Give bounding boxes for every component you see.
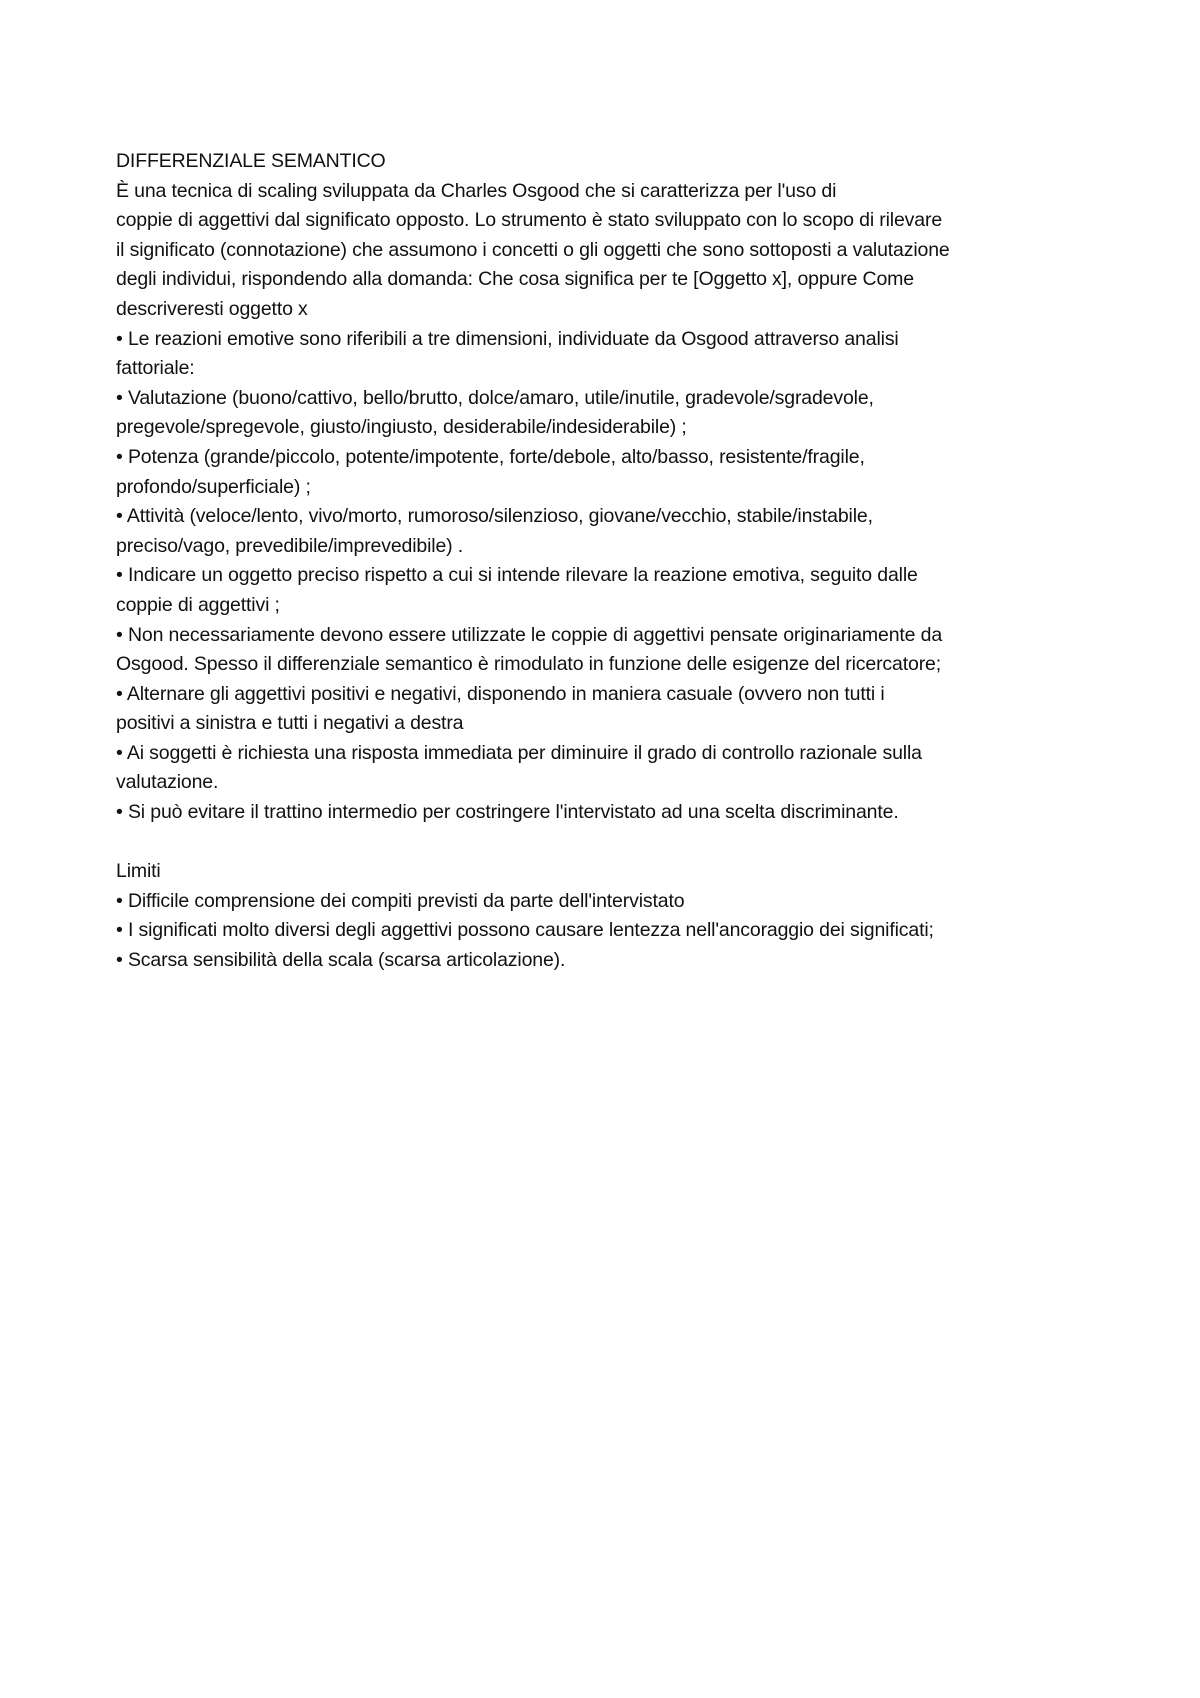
limits-heading: Limiti bbox=[116, 860, 161, 883]
intro-line: È una tecnica di scaling sviluppata da Charles Osgood che si caratterizza per l'uso di bbox=[116, 179, 837, 202]
limits-line: • I significati molto diversi degli aggettivi possono causare lentezza nell'ancoraggio dei significati; bbox=[116, 919, 934, 942]
paragraph-spacer bbox=[116, 828, 1106, 858]
intro-line: coppie di aggettivi dal significato opposto. Lo strumento è stato sviluppato con lo scopo di rilevare bbox=[116, 209, 943, 232]
bullet-line: • Le reazioni emotive sono riferibili a tre dimensioni, individuate da Osgood attraverso analisi bbox=[116, 327, 899, 350]
limits-line: • Difficile comprensione dei compiti previsti da parte dell'intervistato bbox=[116, 889, 685, 912]
bullet-line: valutazione. bbox=[116, 771, 219, 794]
bullet-line: coppie di aggettivi ; bbox=[116, 593, 280, 616]
bullet-line: preciso/vago, prevedibile/imprevedibile) . bbox=[116, 534, 464, 557]
bullet-line: Osgood. Spesso il differenziale semantico è rimodulato in funzione delle esigenze del ricercatore; bbox=[116, 653, 942, 676]
document-title: DIFFERENZIALE SEMANTICO bbox=[116, 150, 386, 172]
bullet-line: • Non necessariamente devono essere utilizzate le coppie di aggettivi pensate originariamente da bbox=[116, 623, 943, 646]
bullet-line: pregevole/spregevole, giusto/ingiusto, desiderabile/indesiderabile) ; bbox=[116, 416, 687, 439]
intro-line: descriveresti oggetto x bbox=[116, 297, 308, 320]
bullet-line: • Ai soggetti è richiesta una risposta immediata per diminuire il grado di controllo razionale sulla bbox=[116, 741, 922, 764]
intro-line: il significato (connotazione) che assumono i concetti o gli oggetti che sono sottoposti a valutazione bbox=[116, 238, 950, 261]
document-body bbox=[116, 147, 1106, 976]
intro-line: degli individui, rispondendo alla domanda: Che cosa significa per te [Oggetto x], oppure Come bbox=[116, 268, 914, 291]
limits-line: • Scarsa sensibilità della scala (scarsa articolazione). bbox=[116, 949, 566, 972]
bullet-line: • Valutazione (buono/cattivo, bello/brutto, dolce/amaro, utile/inutile, gradevole/sgradevole, bbox=[116, 386, 874, 409]
bullet-line: • Alternare gli aggettivi positivi e negativi, disponendo in maniera casuale (ovvero non tutti i bbox=[116, 682, 885, 705]
bullet-line: fattoriale: bbox=[116, 357, 195, 380]
bullet-line: • Indicare un oggetto preciso rispetto a cui si intende rilevare la reazione emotiva, seguito dalle bbox=[116, 564, 918, 587]
bullet-line: positivi a sinistra e tutti i negativi a destra bbox=[116, 712, 464, 735]
bullet-line: profondo/superficiale) ; bbox=[116, 475, 311, 498]
bullet-line: • Si può evitare il trattino intermedio per costringere l'intervistato ad una scelta discriminante. bbox=[116, 801, 899, 824]
bullet-line: • Potenza (grande/piccolo, potente/impotente, forte/debole, alto/basso, resistente/fragile, bbox=[116, 445, 865, 468]
bullet-line: • Attività (veloce/lento, vivo/morto, rumoroso/silenzioso, giovane/vecchio, stabile/instabile, bbox=[116, 505, 873, 528]
